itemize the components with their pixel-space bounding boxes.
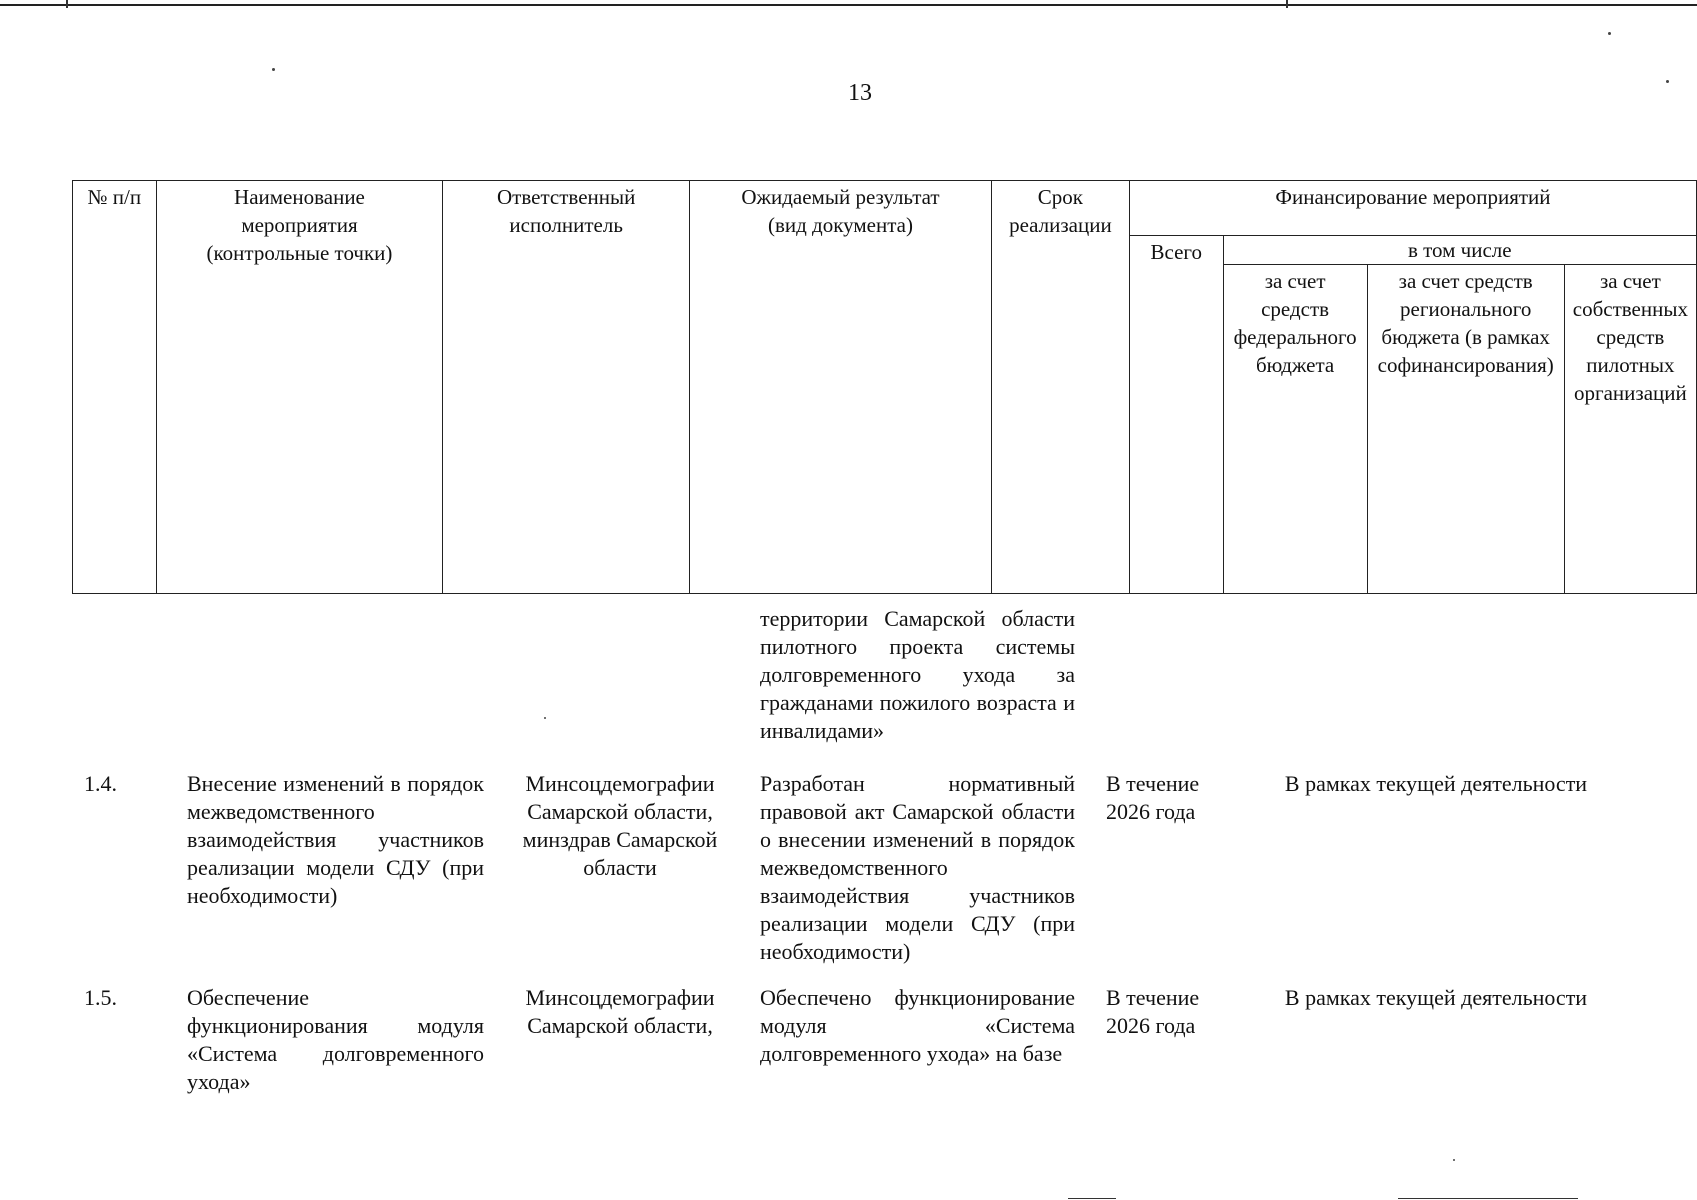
row-term: В течение 2026 года: [1106, 985, 1200, 1038]
header-result-text: Ожидаемый результат (вид документа): [741, 185, 940, 237]
row-result: Обеспечено функционирование модуля «Система долговременного ухода» на базе: [760, 985, 1075, 1066]
scan-bottom-mark: [1398, 1198, 1578, 1199]
row-name: Обеспечение функционирования модуля «Система долговременного ухода»: [187, 985, 484, 1094]
header-regional-text: за счет средств регионального бюджета (в рамках софинансирования): [1377, 269, 1554, 377]
scan-speck: [1608, 32, 1611, 35]
row-executor: Минсоцдемографии Самарской области,: [525, 985, 715, 1038]
scan-tick: [1286, 0, 1288, 8]
header-num: № п/п: [73, 181, 157, 594]
scan-speck: [1453, 1159, 1455, 1161]
scan-speck: [272, 68, 275, 71]
scan-top-border: [0, 4, 1697, 6]
header-financing: [1129, 181, 1696, 236]
header-term-text: Срок реализации: [1009, 185, 1112, 237]
header-result: [690, 181, 992, 594]
scan-bottom-mark: [1068, 1198, 1116, 1199]
header-total: Всего: [1129, 236, 1223, 594]
row-num: 1.4.: [84, 771, 117, 796]
scan-speck: [1666, 80, 1669, 83]
continuation-result: территории Самарской области пилотного проекта системы долговременного ухода за гражданами пожилого возраста и инвалидами»: [760, 606, 1075, 743]
header-financing-text: Финансирование мероприятий: [1275, 185, 1551, 209]
header-own-text: за счет собственных средств пилотных организаций: [1572, 269, 1688, 405]
header-federal-text: за счет средств федерального бюджета: [1233, 269, 1357, 377]
scan-tick: [66, 0, 68, 8]
header-term: [991, 181, 1129, 594]
header-regional: [1367, 265, 1564, 594]
row-name: Внесение изменений в порядок межведомственного взаимодействия участников реализации модели СДУ (при необходимости): [187, 771, 484, 908]
table-header: [72, 180, 1697, 594]
row-financing: В рамках текущей деятельности: [1284, 771, 1588, 796]
row-num: 1.5.: [84, 985, 117, 1010]
header-name: [156, 181, 443, 594]
header-federal: [1223, 265, 1367, 594]
scan-speck: [544, 717, 546, 719]
header-name-text: Наименование мероприятия (контрольные точки): [206, 185, 393, 265]
row-term: В течение 2026 года: [1106, 771, 1200, 824]
header-executor-text: Ответственный исполнитель: [497, 185, 636, 237]
row-executor: Минсоцдемографии Самарской области, минздрав Самарской области: [522, 771, 718, 880]
header-including: в том числе: [1223, 236, 1696, 265]
header-own: [1564, 265, 1696, 594]
header-executor: [443, 181, 690, 594]
row-result: Разработан нормативный правовой акт Самарской области о внесении изменений в порядок межведомственного взаимодействия участников реализации модели СДУ (при необходимости): [760, 771, 1075, 964]
page-number: 13: [848, 80, 872, 106]
row-financing: В рамках текущей деятельности: [1284, 985, 1588, 1010]
